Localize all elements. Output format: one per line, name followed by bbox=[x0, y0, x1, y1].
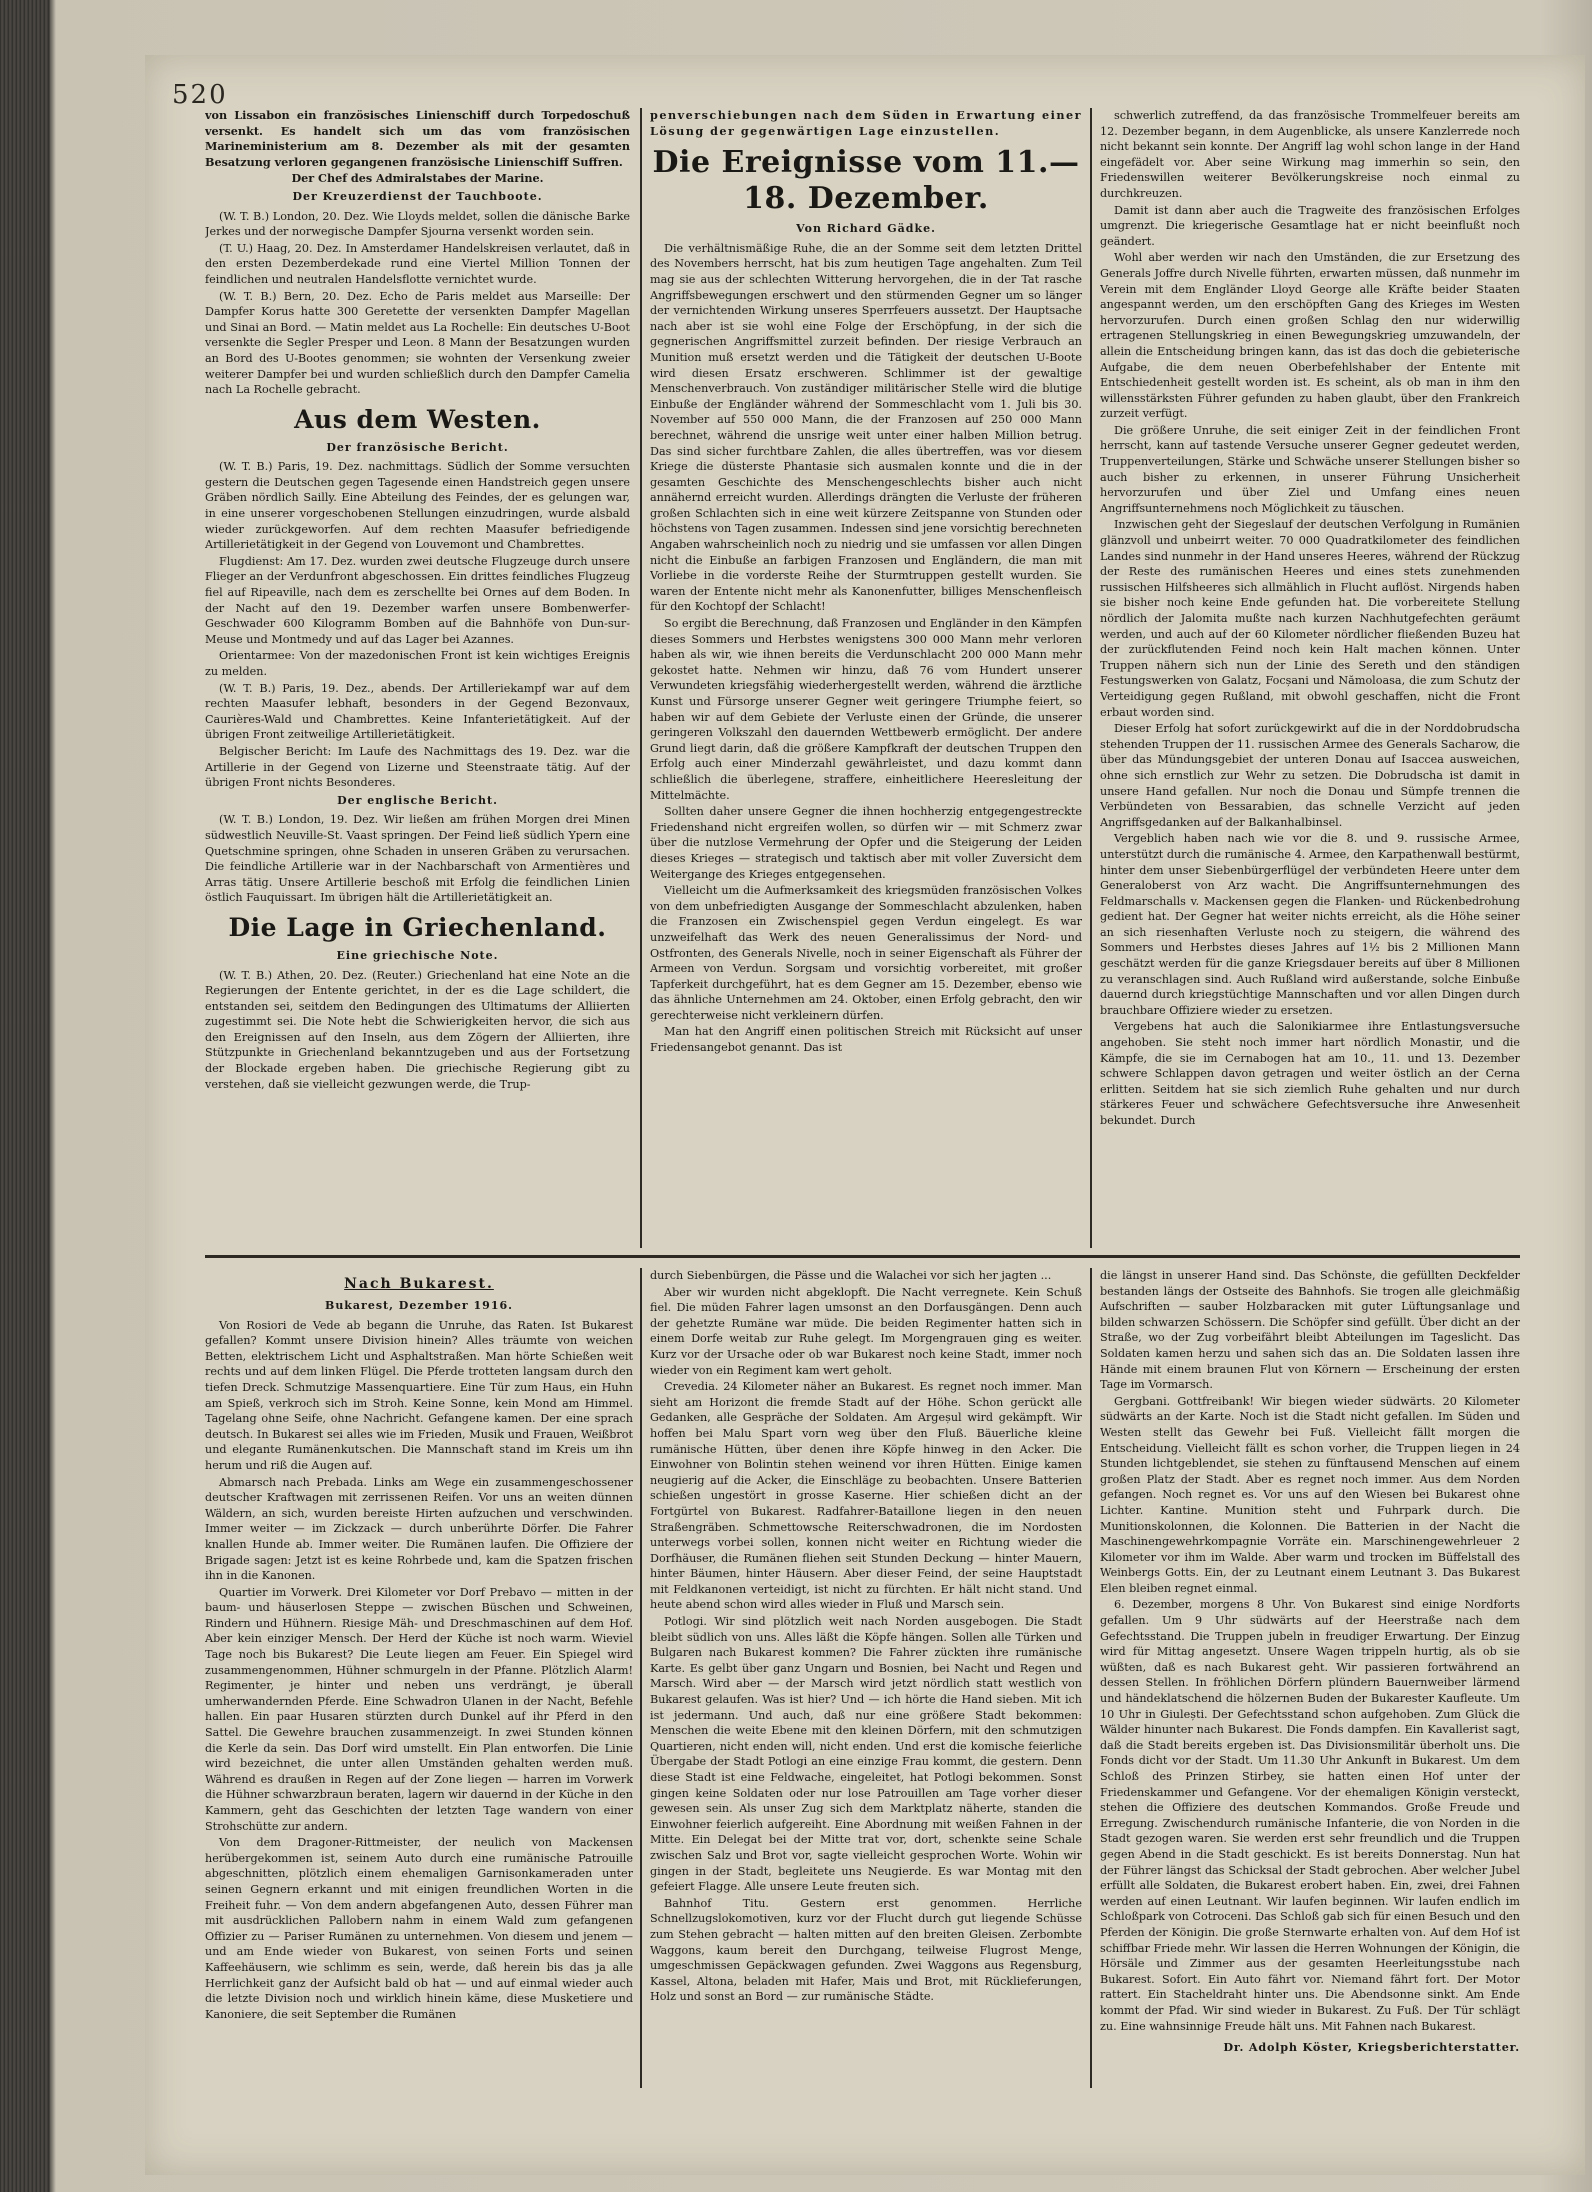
bukarest-column-c bbox=[1100, 1268, 1520, 2088]
bukarest-paragraph: Gergbani. Gottfreibank! Wir biegen wieder südwärts. 20 Kilometer südwärts an der Karte. Noch ist die Stadt nicht gefallen. Im Süden und Westen stellt das Gewehr bei Fuß. Vielleicht fällt morgen die Entscheidung. Vielleicht fällt es schon vorher, die Truppen liegen in 24 Stunden lichtgeblendet, sie stehen zu fünftausend Menschen auf einem großen Platz der Stadt. Aber es regnet noch immer. Aus dem Norden gefangen. Noch regnet es. Vor uns auf den Wiesen bei Bukarest ohne Lichter. Kantine. Munition steht und Fuhrpark durch. Die Munitionskolonnen, die Kolonnen. Die Batterien in der Nacht die Maschinengewehrkompagnie Vorräte ein. Marschinengewehrleuer 2 Kilometer vor ihm im Walde. Aber warm und trocken im Büffelstall des Weinbergs Gotts. Ein, der zu Leutnant einem Leutnant 3. Das Bukarest Elen bleiben regnet einmal. bbox=[1100, 1394, 1520, 1595]
bukarest-paragraph: 6. Dezember, morgens 8 Uhr. Von Bukarest sind einige Nordforts gefallen. Um 9 Uhr südwärts auf der Heerstraße nach dem Gefechtsstand. Die Truppen jubeln in freudiger Erwartung. Der Einzug wird für Mittag angesetzt. Unsere Wagen trippeln hurtig, als ob sie wüßten, daß es nach Bukarest geht. Wir passieren fortwährend an dessen Stellen. In fröhlichen Dörfern plündern Bauernweiber lärmend und händeklatschend die hölzernen Buden der Bukarester Kaufleute. Um 10 Uhr in Giulești. Der Gefechtsstand schon aufgehoben. Zum Glück die Wälder hinunter nach Bukarest. Die Fonds dampfen. Ein Kavallerist sagt, daß die Stadt bereits ergeben ist. Das Divisionsmilitär überholt uns. Die Fonds dicht vor der Stadt. Um 11.30 Uhr Ankunft in Bukarest. Um dem Schloß des Prinzen Stirbey, sie hatten einen Hof unter der Friedenskammer und Gefangene. Vor der ehemaligen Königin versteckt, stehen die Offiziere des deutschen Kommandos. Große Freude und Erregung. Zwischendurch rumänische Infanterie, die von Norden in die Stadt gezogen waren. Sie werden erst sehr freundlich und die Truppen gegen Abend in die Stadt geschickt. Es ist bereits Donnerstag. Nun hat der Führer längst das Schicksal der Stadt gebrochen. Aber welcher Jubel erfüllt alle Soldaten, die Bukarest erobert haben. Ein, zwei, drei Fahnen werden auf einen Leutnant. Wir laufen beginnen. Wir laufen endlich im Schloßpark von Cotroceni. Das Schloß gab sich für einen Besuch und den Pferden der Königin. Die große Sternwarte erhalten von. Auf dem Hof ist schiffbar Friede mehr. Wir lassen die Herren Wohnungen der Königin, die Hörsäle und Zimmer aus der gesamten Heerleitungsstube nach Bukarest. Sofort. Ein Auto fährt vor. Niemand fährt fort. Der Motor rattert. Ein Stacheldraht hinter uns. Die Abendsonne sinkt. Am Ende kommt der Pfad. Wir sind wieder in Bukarest. Zu Fuß. Der Tür schlägt zu. Eine wahnsinnige Freude hält uns. Mit Fahnen nach Bukarest. bbox=[1100, 1598, 1520, 2033]
bukarest-headline: Nach Bukarest. bbox=[344, 1276, 494, 1292]
col3-paragraph: Vergebens hat auch die Salonikiarmee ihre Entlastungsversuche angehoben. Sie steht noch immer hart nördlich Monastir, und die Kämpfe, die sie im Cernabogen hat am 10., 11. und 13. Dezember schwere Schlappen davon getragen und weiter östlich an der Cerna erlitten. Seitdem hat sie sich ziemlich Ruhe gehalten und nur durch stärkeres Feuer und schwächere Gefechtsversuche ihre Anwesenheit bekundet. Durch bbox=[1100, 1020, 1520, 1127]
column-divider bbox=[1090, 108, 1092, 1248]
westen-paragraph: Belgischer Bericht: Im Laufe des Nachmittags des 19. Dez. war die Artillerie in der Gegend von Lizerne und Steenstraate tätig. Auf der übrigen Front nichts Besonderes. bbox=[205, 744, 630, 790]
westen-subheading: Der französische Bericht. bbox=[326, 440, 509, 454]
col2-intro-text: penverschiebungen nach dem Süden in Erwartung einer Lösung der gegenwärtigen Lage einzustellen. bbox=[650, 108, 1082, 138]
bukarest-byline: Dr. Adolph Köster, Kriegsberichterstatter. bbox=[1223, 2040, 1520, 2055]
griechenland-subheading: Eine griechische Note. bbox=[336, 948, 499, 962]
col3-paragraph: schwerlich zutreffend, da das französische Trommelfeuer bereits am 12. Dezember begann, in dem Augenblicke, als unsere Kanzlerrede noch nicht bekannt sein konnte. Der Angriff lag wohl schon lange in der Hand eingefädelt vor. Aber seine Wirkung mag immerhin so sein, den Friedenswillen weiterer Bevölkerungskreise noch einmal zu durchkreuzen. bbox=[1100, 109, 1520, 200]
griechenland-paragraph: (W. T. B.) Athen, 20. Dez. (Reuter.) Griechenland hat eine Note an die Regierungen der Entente gerichtet, in der es die Lage schildert, die entstanden sei, seitdem den Bedingungen des Ultimatums der Alliierten zugestimmt sei. Die Note hebt die Schwierigkeiten hervor, die sich aus den Ereignissen auf den Inseln, aus dem Zögern der Alliierten, ihre Stützpunkte in Griechenland bekanntzugeben und aus der Fortsetzung der Blockade ergeben haben. Die griechische Regierung gibt zu verstehen, daß sie vielleicht gezwungen werde, die Trup- bbox=[205, 968, 630, 1091]
bukarest-column-a bbox=[205, 1268, 633, 2088]
englisch-paragraph: (W. T. B.) London, 19. Dez. Wir ließen am frühen Morgen drei Minen südwestlich Neuville-St. Vaast springen. Der Feind ließ südlich Ypern eine Quetschmine springen, ohne Schaden in unseren Gräben zu verursachen. Die feindliche Artillerie war in der Nachbarschaft von Armentières und Arras tätig. Unsere Artillerie beschoß mit Erfolg die feindlichen Linien östlich Fauquissart. Im übrigen hält die Artillerietätigkeit an. bbox=[205, 813, 630, 905]
bukarest-paragraph: Potlogi. Wir sind plötzlich weit nach Norden ausgebogen. Die Stadt bleibt südlich von uns. Alles läßt die Köpfe hängen. Sollen alle Türken und Bulgaren nach Bukarest kommen? Die Fahrer zückten ihre rumänische Karte. Es gelbt über ganz Ungarn und Bosnien, bei Nacht und Regen und Marsch. Wird aber — der Marsch wird jetzt nördlich statt westlich von Bukarest gelaufen. Was ist hier? Und — ich hörte die Hand sieben. Mit ich ist jedermann. Und auch, daß nur eine größere Stadt bekommen: Menschen die weite Ebene mit den kleinen Dörfern, mit den schmutzigen Quartieren, nicht enden will, nicht enden. Und erst die komische feierliche Übergabe der Stadt Potlogi an eine einzige Frau kommt, die gestern. Denn diese Stadt ist eine Feldwache, eingeleitet, hat Potlogi bekommen. Sonst gingen keine Soldaten oder nur lose Patrouillen am Tage vorher dieser gewesen sein. Als unser Zug sich dem Marktplatz näherte, standen die Einwohner feierlich aufgereiht. Eine Abordnung mit weißen Fahnen in der Mitte. Ein Delegat bei der Mitte trat vor, dort, schenkte seine Schale zwischen Salz und Brot vor, sagte vielleicht gesprochen Worte. Wohin wir gingen in der Stadt, begleitete uns Neugierde. Es war Montag mit den gefeiert Flagge. Alle unsere Leute freuten sich. bbox=[650, 1615, 1082, 1894]
ereignisse-paragraph: So ergibt die Berechnung, daß Franzosen und Engländer in den Kämpfen dieses Sommers und Herbstes wenigstens 300 000 Mann mehr verloren haben als wir, wie ihnen bereits die Verdunschlacht 200 000 Mann mehr gekostet hatte. Nehmen wir hinzu, daß 76 vom Hundert unserer Verwundeten kriegsfähig wiederhergestellt werden, während die ärztliche Kunst und Fürsorge unserer Gegner weit geringere Triumphe feiert, so haben wir auf dem Gebiete der Verluste einen der Gründe, die unserer geringeren Volkszahl den dauernden Wettbewerb ermöglicht. Der andere Grund liegt darin, daß die größere Kampfkraft der deutschen Truppen den Erfolg auch einer Minderzahl gewährleistet, und dazu kommt dann schließlich die überlegene, straffere, einheitlichere Heeresleitung der Mittelmächte. bbox=[650, 617, 1082, 802]
ereignisse-paragraph: Sollten daher unsere Gegner die ihnen hochherzig entgegengestreckte Friedenshand nicht ergreifen wollen, so dürfen wir — mit Schmerz zwar über die nutzlose Vermehrung der Opfer und die Steigerung der Leiden dieses Krieges — strategisch und taktisch aber mit voller Zuversicht dem Weitergange des Krieges entgegensehen. bbox=[650, 805, 1082, 881]
westen-paragraph: (W. T. B.) Paris, 19. Dez., abends. Der Artilleriekampf war auf dem rechten Maasufer lebhaft, besonders in der Gegend Bezonvaux, Caurières-Wald und Chambrettes. Keine Infanterietätigkeit. Auf der übrigen Front zeitweilige Artillerietätigkeit. bbox=[205, 681, 630, 742]
ereignisse-paragraph: Vielleicht um die Aufmerksamkeit des kriegsmüden französischen Volkes von dem unbefriedigten Ausgange der Sommeschlacht abzulenken, haben die Franzosen ein Zwischenspiel gegen Verdun eingelegt. Es war unzweifelhaft das Werk des neuen Generalissimus der Nord- und Ostfronten, des Generals Nivelle, noch in seiner Eigenschaft als Führer der Armeen von Verdun. Sorgsam und vorsichtig vorbereitet, mit großer Tapferkeit durchgeführt, hat es dem Gegner am 15. Dezember, ebenso wie das ähnliche Unternehmen am 24. Oktober, einen Erfolg gebracht, den wir gerechterweise nicht verkleinern dürfen. bbox=[650, 884, 1082, 1022]
bukarest-paragraph: Crevedia. 24 Kilometer näher an Bukarest. Es regnet noch immer. Man sieht am Horizont die fremde Stadt auf der Höhe. Schon gerückt alle Gedanken, alle Gespräche der Soldaten. Am Argeșul wird gekämpft. Wir hoffen bei Malu Spart vorn weg über den Fluß. Bäuerliche kleine rumänische Hütten, über denen ihre Köpfe hinweg in den Acker. Die Einwohner von Bolintin stehen weinend vor ihren Hütten. Einige kamen neugierig auf die Acker, die Einschläge zu beobachten. Unsere Batterien schießen ungestört in grosse Kaserne. Hier schießen dicht an der Fortgürtel von Bukarest. Radfahrer-Bataillone liegen in den neuen Straßengräben. Schmettowsche Reiterschwadronen, die im Nordosten unterwegs vorbei sollen, konnen nicht weiter en Richtung wieder die Dorfhäuser, die Rumänen fliehen seit Stunden Deckung — hinter Mauern, hinter Bäumen, hinter Häusern. Aber dieser Feind, der seine Hauptstadt mit Feldkanonen verteidigt, ist nicht zu fürchten. Er hält nicht stand. Und heute abend schon wird alles wieder in Fluß und Marsch sein. bbox=[650, 1380, 1082, 1612]
westen-headline: Aus dem Westen. bbox=[294, 404, 541, 434]
column-divider bbox=[1090, 1268, 1092, 2088]
englisch-subheading: Der englische Bericht. bbox=[337, 793, 498, 807]
bukarest-column-b bbox=[650, 1268, 1082, 2088]
westen-paragraph: Orientarmee: Von der mazedonischen Front ist kein wichtiges Ereignis zu melden. bbox=[205, 649, 630, 678]
tauch-paragraph: (W. T. B.) London, 20. Dez. Wie Lloyds meldet, sollen die dänische Barke Jerkes und der norwegische Dampfer Sjourna versenkt worden sein. bbox=[205, 209, 630, 239]
westen-paragraph: (W. T. B.) Paris, 19. Dez. nachmittags. Südlich der Somme versuchten gestern die Deutschen gegen Tagesende einen Handstreich gegen unsere Gräben nördlich Sailly. Eine Abteilung des Feindes, der es gelungen war, in eine unserer vorgeschobenen Stellungen einzudringen, wurde alsbald wieder zurückgeworfen. Auf dem rechten Maasufer befriedigende Artillerietätigkeit in der Gegend von Louvemont und Chambrettes. bbox=[205, 460, 630, 552]
col3-paragraph: Wohl aber werden wir nach den Umständen, die zur Ersetzung des Generals Joffre durch Nivelle führten, erwarten müssen, daß nunmehr im Verein mit dem Engländer Lloyd George alle Kräfte beider Staaten angespannt werden, um den erschöpften Gang des Krieges im Westen hervorzurufen. Durch einen großen Schlag den nur widerwillig ertragenen Stellungskrieg in einen Bewegungskrieg umzuwandeln, der allein die Entscheidung bringen kann, das ist das doch die gebieterische Aufgabe, die dem neuen Oberbefehlshaber der Entente mit Entschiedenheit gestellt worden ist. Es scheint, als ob man in ihm den willensstärksten Führer gefunden zu haben glaubt, über den Frankreich zurzeit verfügt. bbox=[1100, 251, 1520, 421]
bukarest-paragraph: die längst in unserer Hand sind. Das Schönste, die gefüllten Deckfelder bestanden längs der Ostseite des Bahnhofs. Sie trogen alle gleichmäßig Aufschriften — sauber Holzbaracken mit guter Lüftungsanlage und bilden schwarzen Schössern. Die Schöpfer sind gefüllt. Über dicht an der Straße, wo der Zug vorbeifährt bleibt Abteilungen im Tageslicht. Das Soldaten kamen herzu und sahen sich das an. Die Soldaten lassen ihre Hände mit einem braunen Flut von Körnern — Erscheinung der ersten Tage im Vormarsch. bbox=[1100, 1269, 1520, 1392]
griechenland-headline: Die Lage in Griechenland. bbox=[228, 912, 607, 942]
ereignisse-author: Von Richard Gädke. bbox=[796, 222, 936, 236]
bukarest-paragraph: Aber wir wurden nicht abgeklopft. Die Nacht verregnete. Kein Schuß fiel. Die müden Fahrer lagen umsonst an den Dorfausgängen. Denn auch der gehetzte Rumäne war müde. Die beiden Regimenter hatten sich in einem Dorfe weitab zur Ruhe gelegt. Im Morgengrauen ging es weiter. Kurz vor der Ursache oder ob war Bukarest noch keine Stadt, immer noch wieder von ein Regiment kam wert geholt. bbox=[650, 1285, 1082, 1377]
bukarest-paragraph: Von Rosiori de Vede ab begann die Unruhe, das Raten. Ist Bukarest gefallen? Kommt unsere Division hinein? Alles träumte von weichen Betten, elektrischem Licht und Asphaltstraßen. Man hörte Schießen weit rechts und auf dem linken Flügel. Die Pferde trotteten langsam durch den tiefen Dreck. Schmutzige Massenquartiere. Eine Tür zum Haus, ein Huhn am Spieß, verkroch sich im Stroh. Keine Sonne, kein Mond am Himmel. Tagelang ohne Seife, ohne Nachricht. Gefangene kamen. Der eine sprach deutsch. In Bukarest sei alles wie im Frieden, Musik und Frauen, Weißbrot und elegante Rumänenkutschen. Die Mannschaft stand im Kreis um ihn herum und riß die Augen auf. bbox=[205, 1318, 633, 1472]
bukarest-paragraph: Quartier im Vorwerk. Drei Kilometer vor Dorf Prebavo — mitten in der baum- und häuserlosen Steppe — zwischen Büschen und Schweinen, Rindern und Hühnern. Riesige Mäh- und Dreschmaschinen auf dem Hof. Aber kein einziger Mensch. Der Herd der Küche ist noch warm. Wieviel Tage noch bis Bukarest? Die Leute liegen am Feuer. Ein Spiegel wird zusammengenommen, Hühner schmurgeln in der Pfanne. Plötzlich Alarm! Regimenter, je hinter und neben uns verdrängt, je überall umherwandernden Pferde. Eine Schwadron Ulanen in der Nacht, Befehle hallen. Ein paar Husaren stürzten durch Dunkel auf ihr Pferd in den Sattel. Die Gewehre brauchen zusammenzeigt. In zwei Stunden können die Kerle da sein. Das Dorf wird umstellt. Ein Plan entworfen. Die Linie wird bezeichnet, die unter allen Umständen gehalten werden muß. Während es draußen in Regen auf der Zone liegen — harren im Vorwerk die Hühner schwarzbraun beraten, lagern wir dauernd in der Küche in den Kammern, geht das Geschichten der letzten Tage wandern von einer Strohschütte zur andern. bbox=[205, 1585, 633, 1833]
col3-paragraph: Vergeblich haben nach wie vor die 8. und 9. russische Armee, unterstützt durch die rumänische 4. Armee, den Karpathenwall bestürmt, hinter dem unser Siebenbürgerflügel der verbündeten Heere unter dem Generaloberst von Arz wacht. Die Angriffsunternehmungen des Feldmarschalls v. Mackensen gegen die Flanken- und Rückenbedrohung gedient hat. Der Gegner hat weiter nichts erreicht, als die Höhe seiner an sich riesenhaften Verluste noch zu steigern, die während des Sommers und Herbstes dieses Jahres auf 1½ bis 2 Millionen Mann geschätzt werden für die ganze Kriegsdauer bereits auf über 8 Millionen zu veranschlagen sind. Auch Rußland wird außerstande, solche Einbuße dauernd durch kriegstüchtige Mannschaften und vor allen Dingen durch brauchbare Offiziere wieder zu ersetzen. bbox=[1100, 832, 1520, 1017]
bukarest-paragraph: Bahnhof Titu. Gestern erst genommen. Herrliche Schnellzugslokomotiven, kurz vor der Flucht durch gut liegende Schüsse zum Stehen gebracht — halten mitten auf den breiten Gleisen. Zerbombte Waggons, kaum bereit den Durchgang, teilweise Flugrost Menge, umgeschmissen Gepäckwagen gefunden. Zwei Waggons aus Regensburg, Kassel, Altona, beladen mit Hafer, Mais und Brot, mit Rücklieferungen, Holz und sonst an Bord — zur rumänische Städte. bbox=[650, 1896, 1082, 2004]
column-divider bbox=[640, 108, 642, 1248]
column-1 bbox=[205, 108, 630, 1248]
tauch-paragraph: (T. U.) Haag, 20. Dez. In Amsterdamer Handelskreisen verlautet, daß in den ersten Dezemberdekade rund eine Viertel Million Tonnen der feindlichen und neutralen Handelsflotte vernichtet wurde. bbox=[205, 241, 630, 286]
col3-paragraph: Die größere Unruhe, die seit einiger Zeit in der feindlichen Front herrscht, kann auf tastende Versuche unserer Gegner gedeutet werden, Truppenverteilungen, Stärke und Schwäche unserer Stellungen bisher so auch bisher zu erkennen, in unserer Führung Unsicherheit hervorzurufen und über Ziel und Umfang eines neuen Angriffsunternehmens noch Möglichkeit zu täuschen. bbox=[1100, 423, 1520, 515]
col1-signature: Der Chef des Admiralstabes der Marine. bbox=[291, 171, 544, 186]
tauch-paragraph: (W. T. B.) Bern, 20. Dez. Echo de Paris meldet aus Marseille: Der Dampfer Korus hatte 300 Geretette der versenkten Dampfer Magellan und Sinai an Bord. — Matin meldet aus La Rochelle: Ein deutsches U-Boot versenkte die Segler Presper und Leon. 8 Mann der Besatzungen wurden an Bord des U-Bootes genommen; sie wohnten der Versenkung zweier weiterer Dampfer bei und wurden schließlich durch den Dampfer Camelia nach La Rochelle gebracht. bbox=[205, 289, 630, 397]
column-2 bbox=[650, 108, 1082, 1248]
ereignisse-headline: Die Ereignisse vom 11.—18. Dezember. bbox=[652, 145, 1080, 217]
bukarest-paragraph: durch Siebenbürgen, die Pässe und die Walachei vor sich her jagten ... bbox=[650, 1269, 1052, 1282]
col3-paragraph: Dieser Erfolg hat sofort zurückgewirkt auf die in der Norddobrudscha stehenden Truppen der 11. russischen Armee des Generals Sacharow, die über das Mündungsgebiet der unteren Donau auf Isaccea ausweichen, ohne sich ernstlich zur Wehr zu setzen. Die Dobrudscha ist damit in unsere Hand gefallen. Nur noch die Donau und Sümpfe trennen die Verbündeten von Bessarabien, das schnelle Verzicht auf jeden Angriffsgedanken auf der Balkanhalbinsel. bbox=[1100, 722, 1520, 829]
page-number: 520 bbox=[172, 80, 228, 110]
bukarest-paragraph: Abmarsch nach Prebada. Links am Wege ein zusammengeschossener deutscher Kraftwagen mit zerrissenen Reifen. Vor uns an weiten dünnen Wäldern, an sich, wurden bereiste Hirten aufzuchen und verschwinden. Immer weiter — im Zickzack — durch unberührte Dörfer. Die Fahrer knallen Hunde ab. Immer weiter. Die Rumänen laufen. Die Offiziere der Brigade sagen: Jetzt ist es keine Rohrbede und, kam die Spatzen frischen ihn in die Kanonen. bbox=[205, 1475, 633, 1583]
col1-intro-text: von Lissabon ein französisches Linienschiff durch Torpedoschuß versenkt. Es handelt sich um das vom französischen Marineministerium am 8. Dezember als mit der gesamten Besatzung verloren gegangenen französische Linienschiff Suffren. bbox=[205, 108, 630, 169]
westen-paragraph: Flugdienst: Am 17. Dez. wurden zwei deutsche Flugzeuge durch unsere Flieger an der Verdunfront abgeschossen. Ein drittes feindliches Flugzeug fiel auf Ripeaville, nach dem es zerschellte bei Ornes auf dem Boden. In der Nacht auf den 19. Dezember warfen unsere Bombenwerfer-Geschwader 600 Kilogramm Bomben auf die Bahnhöfe von Dun-sur-Meuse und Montmedy und auf das Lager bei Azannes. bbox=[205, 554, 630, 646]
book-spine bbox=[0, 0, 50, 2192]
column-divider bbox=[640, 1268, 642, 2088]
bukarest-dateline: Bukarest, Dezember 1916. bbox=[325, 1299, 513, 1312]
col3-paragraph: Inzwischen geht der Siegeslauf der deutschen Verfolgung in Rumänien glänzvoll und unbeirrt weiter. 70 000 Quadratkilometer des feindlichen Landes sind nunmehr in der Hand unseres Heeres, während der Rückzug der Reste des rumänischen Heeres und eines stets zunehmenden russischen Hilfsheeres sich allmählich in Flucht auflöst. Nirgends haben sie bisher noch keine Ende gefunden hat. Die vorbereitete Stellung nördlich der Jalomita mußte nach kurzen Nachhutgefechten geräumt werden, und auch auf der 60 Kilometer nördlicher fließenden Buzeu hat der zurückflutenden Feind noch kein Halt machen können. Unter Truppen nähern sich nun der Linie des Sereth und den ständigen Festungswerken von Galatz, Focșani und Nămoloasa, die zum Schutz der Verteidigung gegen Rußland, mit obwohl geschaffen, nicht die Front erbaut worden sind. bbox=[1100, 518, 1520, 719]
tauchboote-heading: Der Kreuzerdienst der Tauchboote. bbox=[292, 189, 543, 203]
section-divider bbox=[205, 1255, 1520, 1258]
ereignisse-paragraph: Die verhältnismäßige Ruhe, die an der Somme seit dem letzten Drittel des Novembers herrscht, hat bis zum heutigen Tage angehalten. Zum Teil mag sie aus der schlechten Witterung hervorgehen, die in der Tat rasche Angriffsbewegungen erschwert und den stürmenden Gegner um so länger der vernichtenden Wirkung unseres Sperrfeuers aussetzt. Der Hauptsache nach aber ist sie wohl eine Folge der Erschöpfung, in der sich die gegnerischen Angriffsmittel zurzeit befinden. Der riesige Verbrauch an Munition muß ersetzt werden und die Tätigkeit der deutschen U-Boote wird diesen Ersatz erschweren. Schlimmer ist der gewaltige Menschenverbrauch. Von zuständiger militärischer Stelle wird die blutige Einbuße der Engländer während der Sommeschlacht vom 1. Juli bis 30. November auf 550 000 Mann, die der Franzosen auf 250 000 Mann berechnet, während die unsrige weit unter einer halben Million betrug. Das sind sicher furchtbare Zahlen, die alles übertreffen, was vor diesem Kriege die düsterste Phantasie sich ausmalen konnte und die in der gesamten Geschichte des Menschengeschlechts bisher auch nicht annähernd erreicht wurden. Allerdings drängten die Verluste der früheren großen Schlachten sich in eine weit kürzere Zeitspanne von Stunden oder höchstens von Tagen zusammen. Indessen sind jene vorsichtig berechneten Angaben wahrscheinlich noch zu niedrig und sie umfassen vor allen Dingen nicht die Einbuße an farbigen Franzosen und Engländern, die man mit Vorliebe in die vorderste Reihe der Sturmtruppen gestellt wurden. Sie waren der Entente nicht mehr als Kanonenfutter, billiges Menschenfleisch für den Kochtopf der Schlacht! bbox=[650, 241, 1082, 614]
ereignisse-paragraph: Man hat den Angriff einen politischen Streich mit Rücksicht auf unser Friedensangebot genannt. Das ist bbox=[650, 1025, 1082, 1055]
column-3 bbox=[1100, 108, 1520, 1248]
bukarest-paragraph: Von dem Dragoner-Rittmeister, der neulich von Mackensen herübergekommen ist, seinem Auto durch eine rumänische Patrouille abgeschnitten, plötzlich einem ehemaligen Garnisonkameraden unter seinen Gegnern erkannt und mit einigen freundlichen Worten in die Freiheit fuhr. — Von dem andern abgefangenen Auto, dessen Führer man mit ausdrücklichen Pallobern nahm in einem Wald zum gefangenen Offizier zu — Pariser Rumänen zu unternehmen. Von diesem und jenem — und am Ende wieder von Bukarest, von seinen Forts und seinen Kaffeehäusern, wie schlimm es sein, werde, daß herein bis das ja alle Herrlichkeit ganz der Aufsicht bald ob hat — und auf einmal wieder auch die letzte Division noch und wirklich hinein käme, diese Musketiere und Kanoniere, die seit September die Rumänen bbox=[205, 1836, 633, 2021]
col3-paragraph: Damit ist dann aber auch die Tragweite des französischen Erfolges umgrenzt. Die kriegerische Gesamtlage hat er nicht beeinflußt noch geändert. bbox=[1100, 203, 1520, 248]
